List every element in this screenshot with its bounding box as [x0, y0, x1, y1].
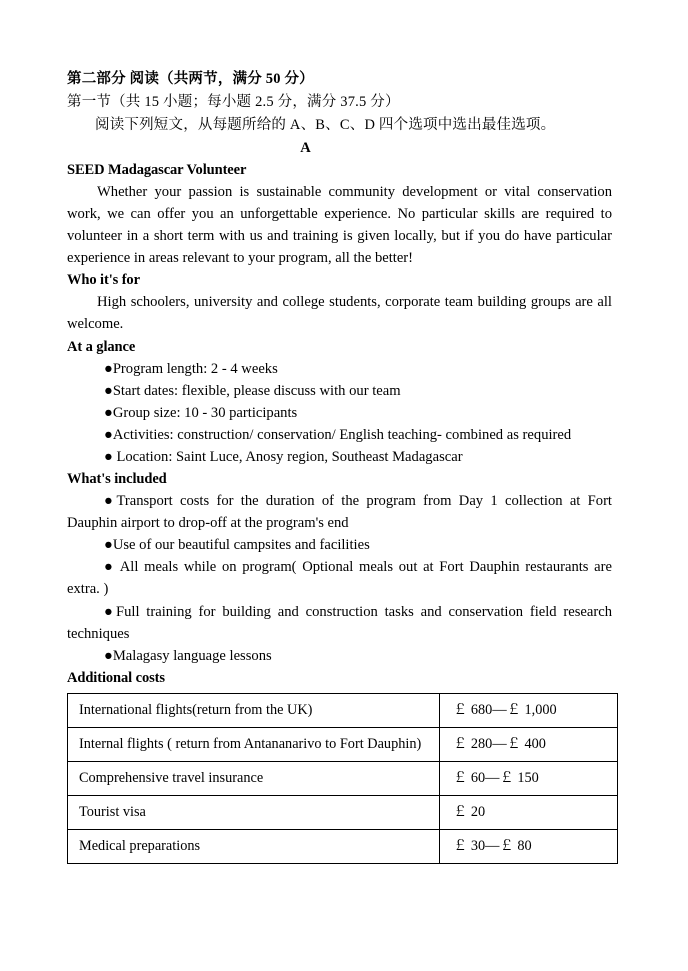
table-cell-cost: ￡ 60—￡ 150 — [440, 761, 618, 795]
heading-additional-costs: Additional costs — [67, 669, 165, 686]
list-item: ●Full training for building and construction tasks and conservation field research techniques — [67, 603, 612, 642]
list-whats-included — [67, 490, 612, 667]
heading-whats-included: What's included — [67, 471, 167, 488]
table-cell-item: Comprehensive travel insurance — [68, 761, 440, 795]
list-item: ●Activities: construction/ conservation/ English teaching- combined as required — [104, 426, 572, 443]
table-cell-cost: ￡ 30—￡ 80 — [440, 829, 618, 863]
table-cell-item: Tourist visa — [68, 795, 440, 829]
list-item: ● Location: Saint Luce, Anosy region, Southeast Madagascar — [104, 448, 463, 465]
list-at-a-glance — [67, 358, 612, 468]
list-item: ●Malagasy language lessons — [104, 647, 272, 664]
passage-intro-paragraph: Whether your passion is sustainable community development or vital conservation work, we can offer you an unforgettable experience. No particular skills are required to volunteer in a short term with us and training is given locally, but if you do have particular experience in areas relevant to your program, all the better! — [67, 184, 612, 267]
list-item: ●Use of our beautiful campsites and facilities — [104, 537, 370, 554]
list-item: ●Start dates: flexible, please discuss with our team — [104, 382, 401, 399]
list-item: ●Group size: 10 - 30 participants — [104, 404, 298, 421]
part-heading: 第二部分 阅读（共两节，满分 50 分） — [67, 71, 314, 87]
table-cell-item: International flights(return from the UK) — [68, 693, 440, 727]
additional-costs-table — [67, 693, 618, 864]
list-item: ●Transport costs for the duration of the program from Day 1 collection at Fort Dauphin airport to drop-off at the program's end — [67, 493, 612, 532]
table-row — [68, 829, 618, 863]
list-item: ● All meals while on program( Optional meals out at Fort Dauphin restaurants are extra. ) — [67, 559, 612, 598]
table-row — [68, 693, 618, 727]
table-cell-cost: ￡ 680—￡ 1,000 — [440, 693, 618, 727]
table-row — [68, 795, 618, 829]
passage-letter: A — [300, 140, 311, 156]
instruction-text: 阅读下列短文，从每题所给的 A、B、C、D 四个选项中选出最佳选项。 — [95, 117, 556, 133]
list-item: ●Program length: 2 - 4 weeks — [104, 360, 278, 377]
table-row — [68, 727, 618, 761]
paragraph-who-its-for: High schoolers, university and college students, corporate team building groups are all welcome. — [67, 294, 612, 333]
section-heading: 第一节（共 15 小题；每小题 2.5 分，满分 37.5 分） — [67, 94, 400, 110]
table-cell-item: Medical preparations — [68, 829, 440, 863]
heading-at-a-glance: At a glance — [67, 338, 136, 355]
passage-title: SEED Madagascar Volunteer — [67, 162, 247, 178]
table-cell-item: Internal flights ( return from Antananarivo to Fort Dauphin) — [68, 727, 440, 761]
table-row — [68, 761, 618, 795]
heading-who-its-for: Who it's for — [67, 272, 140, 289]
table-cell-cost: ￡ 20 — [440, 795, 618, 829]
table-cell-cost: ￡ 280—￡ 400 — [440, 727, 618, 761]
passage-body — [67, 159, 612, 864]
